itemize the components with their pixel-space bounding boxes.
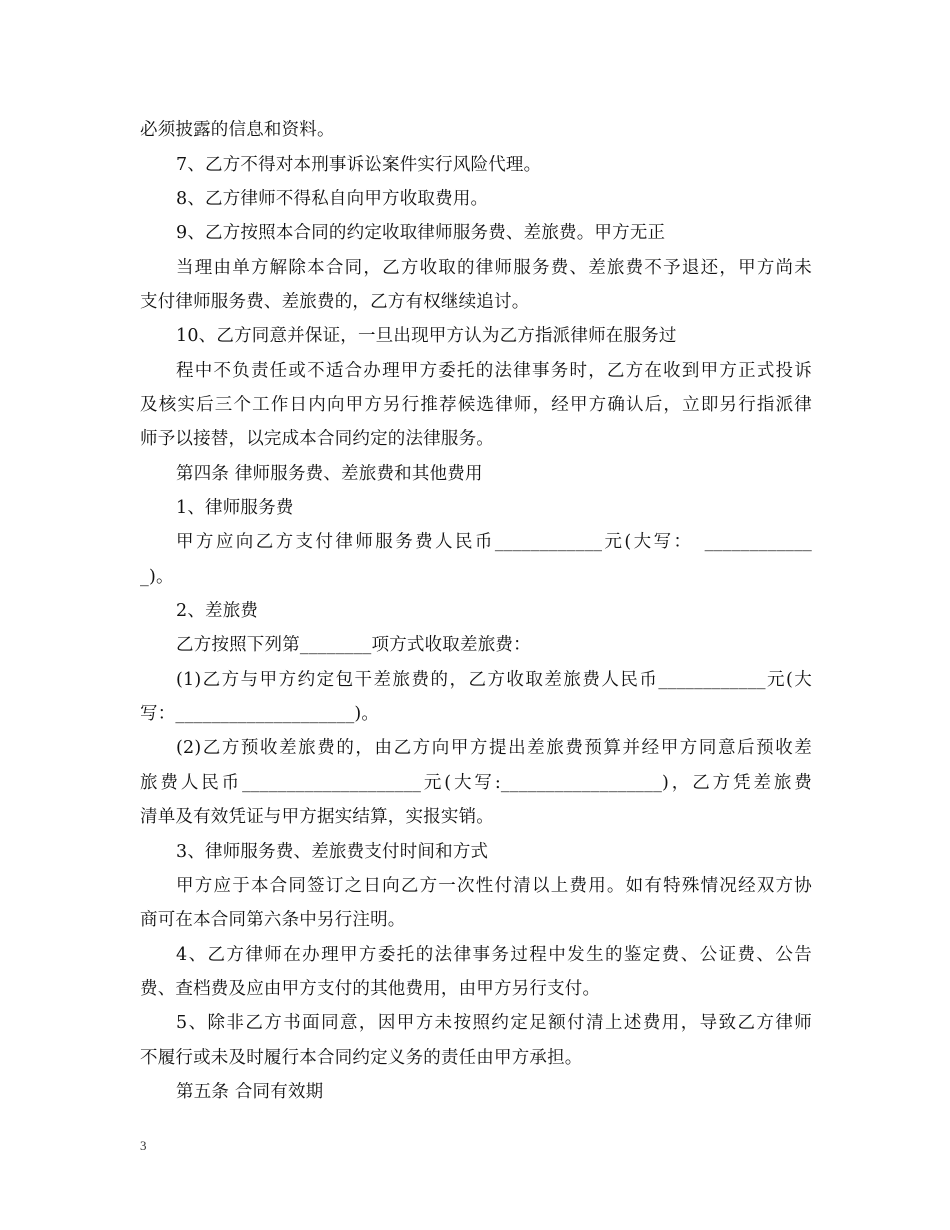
text-line: 3、律师服务费、差旅费支付时间和方式 [176,842,489,862]
text-line: 乙方按照下列第________项方式收取差旅费： [176,635,531,655]
section-heading: 第四条 律师服务费、差旅费和其他费用 [176,464,483,484]
text-line: 4、乙方律师在办理甲方委托的法律事务过程中发生的鉴定费、公证费、公告 [176,945,812,965]
text-line: 甲方应于本合同签订之日向乙方一次性付清以上费用。如有特殊情况经双方协 [176,876,812,896]
text-line: 7、乙方不得对本刑事诉讼案件实行风险代理。 [176,155,542,175]
text-line: 8、乙方律师不得私自向甲方收取费用。 [176,189,489,209]
text-line: _)。 [140,567,174,587]
text-line: 必须披露的信息和资料。 [140,120,335,140]
text-line: 甲方应向乙方支付律师服务费人民币____________元(大写： ____________ [176,532,812,552]
text-line: 商可在本合同第六条中另行注明。 [140,910,406,930]
text-line: 当理由单方解除本合同，乙方收取的律师服务费、差旅费不予退还，甲方尚未 [176,258,812,278]
section-heading: 第五条 合同有效期 [176,1082,324,1102]
text-line: 不履行或未及时履行本合同约定义务的责任由甲方承担。 [140,1048,583,1068]
text-line: 2、差旅费 [176,601,259,621]
text-line: 及核实后三个工作日内向甲方另行推荐候选律师，经甲方确认后，立即另行指派律 [140,395,812,415]
text-line: 程中不负责任或不适合办理甲方委托的法律事务时，乙方在收到甲方正式投诉 [176,361,812,381]
text-line: 支付律师服务费、差旅费的，乙方有权继续追讨。 [140,292,530,312]
text-line: 10、乙方同意并保证，一旦出现甲方认为乙方指派律师在服务过 [176,326,677,346]
text-line: 旅费人民币____________________元(大写:__________________)，乙方凭差旅费 [140,773,812,793]
text-line: 师予以接替，以完成本合同约定的法律服务。 [140,429,494,449]
text-line: 1、律师服务费 [176,498,294,518]
text-line: 费、查档费及应由甲方支付的其他费用，由甲方另行支付。 [140,979,601,999]
text-line: 写：____________________)。 [140,704,380,724]
text-line: (1)乙方与甲方约定包干差旅费的，乙方收取差旅费人民币____________元(大 [176,670,812,690]
text-line: 清单及有效凭证与甲方据实结算，实报实销。 [140,807,494,827]
text-line: 5、除非乙方书面同意，因甲方未按照约定足额付清上述费用，导致乙方律师 [176,1013,812,1033]
page-number: 3 [140,1138,147,1153]
text-line: (2)乙方预收差旅费的，由乙方向甲方提出差旅费预算并经甲方同意后预收差 [176,738,812,758]
text-line: 9、乙方按照本合同的约定收取律师服务费、差旅费。甲方无正 [176,223,666,243]
